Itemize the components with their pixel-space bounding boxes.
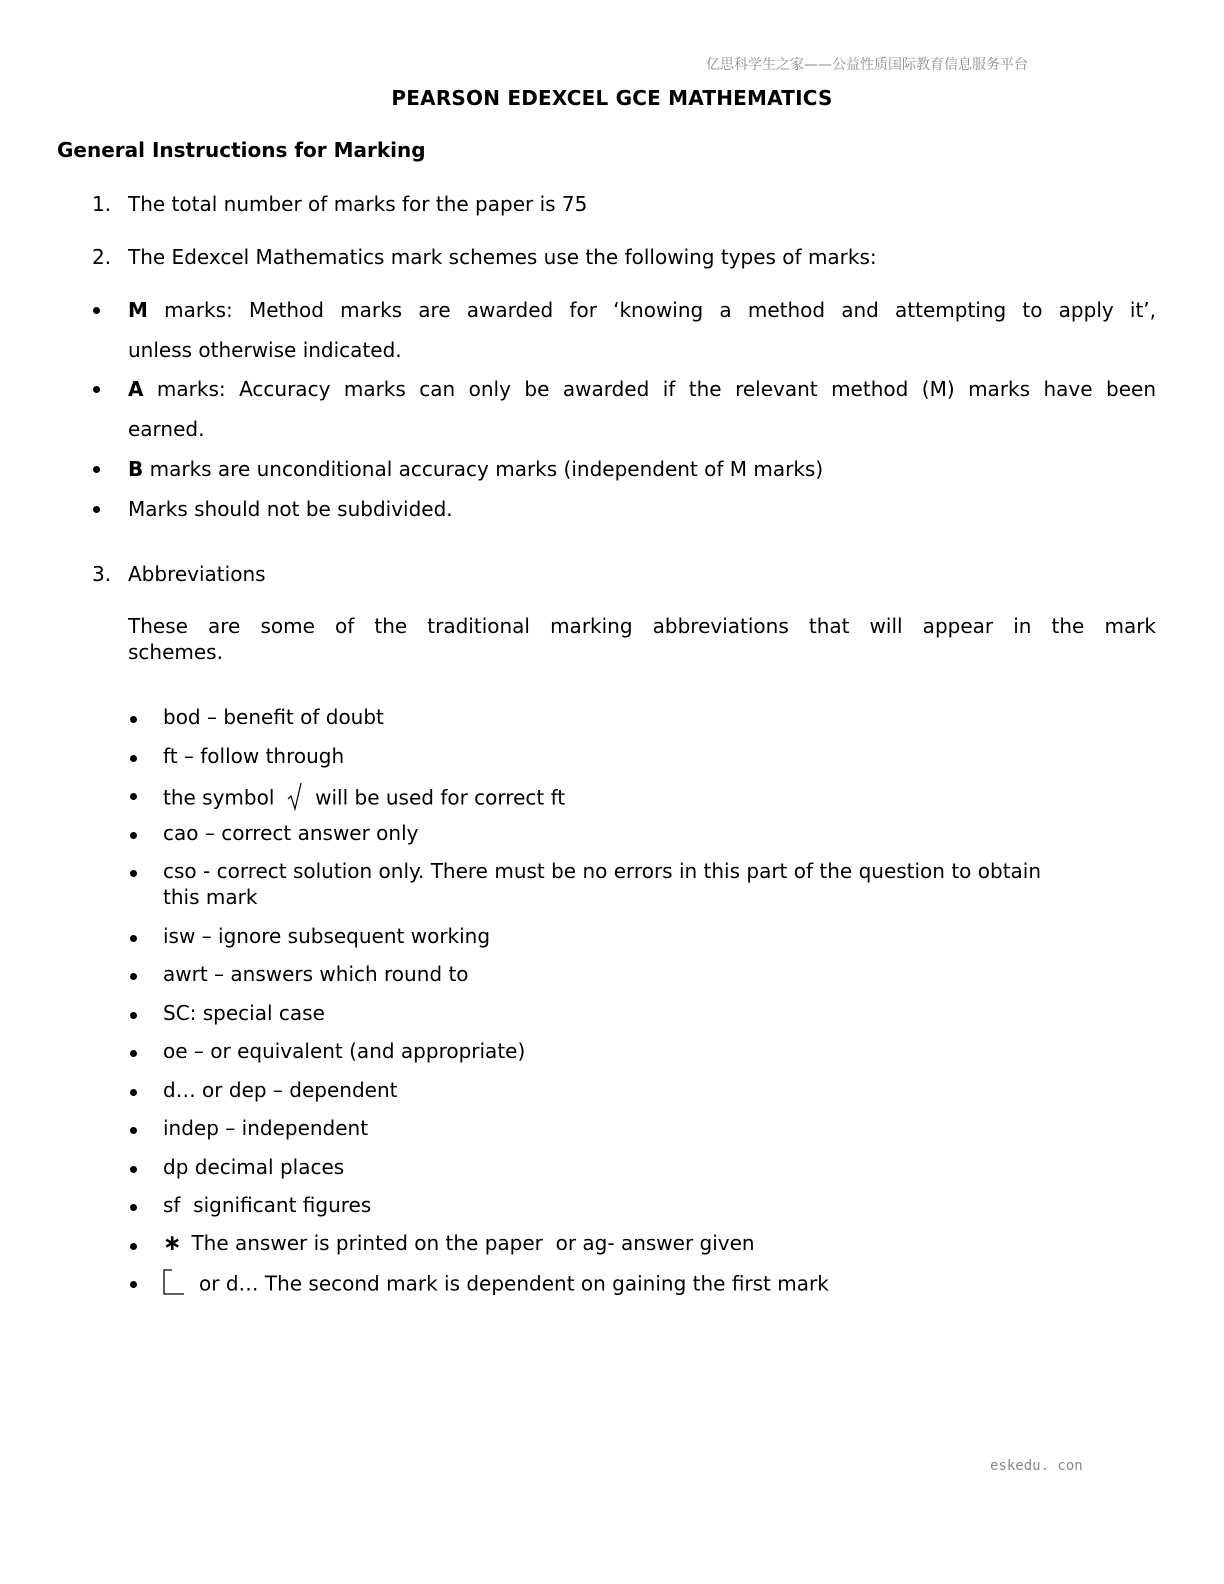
abbrev-bod: bod – benefit of doubt (163, 705, 384, 729)
mark-type-letter: B (128, 457, 144, 481)
abbrev-dep: d… or dep – dependent (163, 1078, 398, 1102)
bullet (130, 1012, 137, 1019)
page-title: PEARSON EDEXCEL GCE MATHEMATICS (391, 86, 833, 110)
bullet (93, 386, 100, 393)
bullet (93, 307, 100, 314)
bullet (130, 832, 137, 839)
abbrev-cso-cont: this mark (163, 885, 258, 909)
abbreviations-intro-cont: schemes. (128, 640, 223, 664)
abbrev-dp: dp decimal places (163, 1155, 345, 1179)
bullet (130, 716, 137, 723)
bullet (93, 506, 100, 513)
abbreviations-intro: These are some of the traditional marking abbreviations that will appear in the mark (128, 614, 1156, 638)
abbrev-asterisk (163, 1230, 755, 1257)
abbrev-symbol-pre: the symbol (163, 785, 275, 810)
bullet (130, 935, 137, 942)
item-number-3: 3. (92, 562, 112, 586)
bullet (130, 1050, 137, 1057)
mark-type-b (128, 456, 823, 482)
abbreviations-title: Abbreviations (128, 562, 266, 586)
abbrev-isw: isw – ignore subsequent working (163, 924, 491, 948)
mark-type-text: marks: Accuracy marks can only be awarded if the relevant method (M) marks have been (143, 377, 1156, 401)
bullet (93, 466, 100, 473)
bullet (130, 1204, 137, 1211)
bullet (130, 1166, 137, 1173)
footer-watermark: eskedu. con (990, 1458, 1083, 1474)
abbrev-cao: cao – correct answer only (163, 821, 419, 845)
mark-type-m-cont: unless otherwise indicated. (128, 338, 402, 362)
bullet (130, 793, 137, 800)
bullet (130, 1243, 137, 1250)
mark-type-letter: A (128, 377, 144, 401)
bullet (130, 1127, 137, 1134)
item-number-1: 1. (92, 192, 112, 216)
bullet (130, 755, 137, 762)
item-text-2: The Edexcel Mathematics mark schemes use the following types of marks: (128, 245, 877, 269)
mark-type-note: Marks should not be subdivided. (128, 497, 453, 521)
item-number-2: 2. (92, 245, 112, 269)
abbrev-sf: sf significant figures (163, 1193, 372, 1217)
item-text-1: The total number of marks for the paper is 75 (128, 192, 588, 216)
bullet (130, 870, 137, 877)
sqrt-tick-icon (287, 781, 303, 817)
abbrev-awrt: awrt – answers which round to (163, 962, 469, 986)
mark-type-a-cont: earned. (128, 417, 205, 441)
bracket-box-icon (163, 1268, 185, 1302)
abbrev-bracket (163, 1268, 829, 1302)
mark-type-m (128, 297, 1156, 323)
mark-type-text: marks are unconditional accuracy marks (independent of M marks) (143, 457, 824, 481)
mark-type-text: marks: Method marks are awarded for ‘knowing a method and attempting to apply it’, (147, 298, 1156, 322)
abbrev-symbol (163, 781, 565, 817)
asterisk-icon: ∗ (163, 1231, 182, 1256)
abbrev-indep: indep – independent (163, 1116, 369, 1140)
abbrev-cso: cso - correct solution only. There must be no errors in this part of the question to obtain (163, 859, 1042, 883)
watermark-header: 亿思科学生之家——公益性质国际教育信息服务平台 (706, 57, 1028, 73)
abbrev-asterisk-text: The answer is printed on the paper or ag- answer given (191, 1231, 755, 1255)
abbrev-ft: ft – follow through (163, 744, 345, 768)
mark-type-a (128, 376, 1156, 402)
abbrev-oe: oe – or equivalent (and appropriate) (163, 1039, 526, 1063)
mark-type-letter: M (128, 298, 148, 322)
bullet (130, 1089, 137, 1096)
abbrev-sc: SC: special case (163, 1001, 325, 1025)
abbrev-bracket-text: or d… The second mark is dependent on gaining the first mark (199, 1271, 829, 1296)
bullet (130, 973, 137, 980)
section-heading: General Instructions for Marking (57, 138, 426, 162)
bullet (130, 1281, 137, 1288)
abbrev-symbol-post: will be used for correct ft (315, 785, 566, 810)
